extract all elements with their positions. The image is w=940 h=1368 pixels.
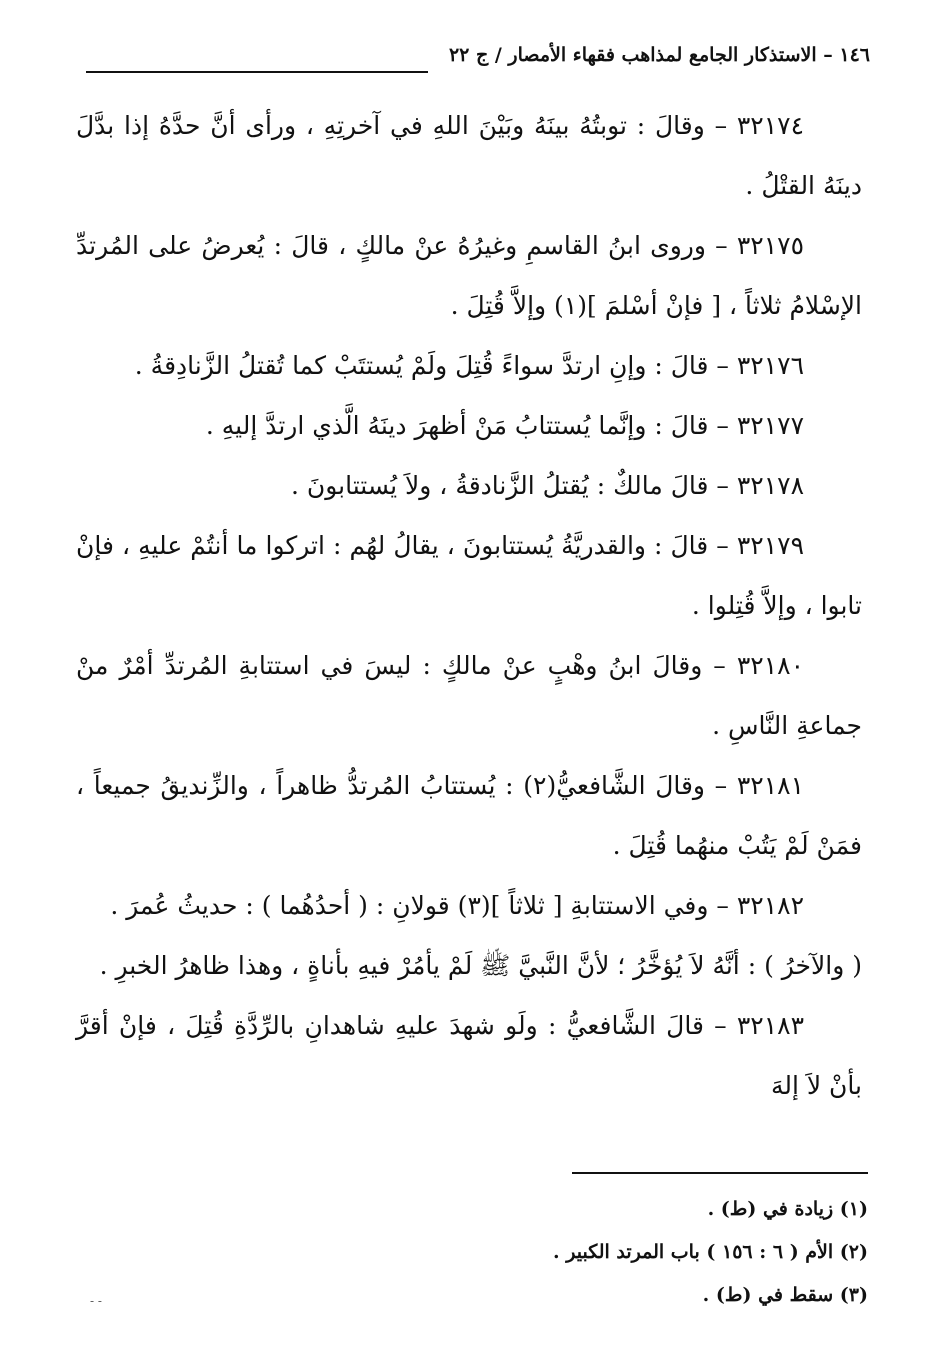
paragraph-32177: ٣٢١٧٧ – قالَ : وإنَّما يُستتابُ مَنْ أظهرَ دينَهُ الَّذي ارتدَّ إليهِ . [205,411,804,440]
footnote-1: (١) زيادة في (ط) . [707,1198,868,1220]
paragraph-32181: ٣٢١٨١ – وقالَ الشَّافعيُّ(٢) : يُستتابُ المُرتدُّ ظاهراً ، والزِّنديقُ جميعاً ، فمَنْ لَمْ يَتُبْ منهُما قُتِلَ . [76,771,862,860]
footnote-rule [572,1172,868,1174]
paragraph-32178: ٣٢١٧٨ – قالَ مالكٌ : يُقتلُ الزَّنادقةُ ، ولاَ يُستتابونَ . [290,471,804,500]
footnote-2: (٢) الأم ( ٦ : ١٥٦ ) باب المرتد الكبير . [553,1241,868,1263]
corner-mark: - - [90,1294,102,1308]
footnotes [168,1188,868,1317]
paragraph-32180: ٣٢١٨٠ – وقالَ ابنُ وهْبٍ عنْ مالكٍ : ليسَ في استتابةِ المُرتدِّ أمْرٌ منْ جماعةِ النَّاسِ . [76,651,862,740]
running-header: ١٤٦ – الاستذكار الجامع لمذاهب فقهاء الأمصار / ج ٢٢ [448,44,870,66]
paragraph-32174: ٣٢١٧٤ – وقالَ : توبتُهُ بينَهُ وبَيْنَ اللهِ في آخرتِهِ ، ورأى أنَّ حدَّهُ إذا بدَّلَ دينَهُ القتْلُ . [76,111,862,200]
header-rule [86,71,428,73]
paragraph-32182: ٣٢١٨٢ – وفي الاستتابةِ [ ثلاثاً ](٣) قولانِ : ( أحدُهُما ) : حديثُ عُمرَ . [110,891,804,920]
paragraph-second-opinion: ( والآخرُ ) : أنَّهُ لاَ يُؤخَّرُ ؛ لأنَّ النَّبيَّ ﷺ لَمْ يأمُرْ فيهِ بأناةٍ ، وهذا ظاهرُ الخبرِ . [99,951,862,980]
main-text [76,96,862,1116]
paragraph-32175: ٣٢١٧٥ – وروى ابنُ القاسمِ وغيرُهُ عنْ مالكٍ ، قالَ : يُعرضُ على المُرتدِّ الإسْلامُ ثلاثاً ، [ فإنْ أسْلمَ ](١) وإلاَّ قُتِلَ . [76,231,862,320]
paragraph-32176: ٣٢١٧٦ – قالَ : وإنِ ارتدَّ سواءً قُتِلَ ولَمْ يُستتَبْ كما تُقتلُ الزَّنادِقةُ . [134,351,804,380]
paragraph-32179: ٣٢١٧٩ – قالَ : والقدريَّةُ يُستتابونَ ، يقالُ لهُم : اتركوا ما أنتُمْ عليهِ ، فإنْ تابوا ، وإلاَّ قُتِلوا . [76,531,862,620]
footnote-3: (٣) سقط في (ط) . [702,1284,868,1306]
paragraph-32183: ٣٢١٨٣ – قالَ الشَّافعيُّ : ولَو شهدَ عليهِ شاهدانِ بالرِّدَّةِ قُتِلَ ، فإنْ أقرَّ بأنْ لاَ إلهَ [76,1011,862,1100]
